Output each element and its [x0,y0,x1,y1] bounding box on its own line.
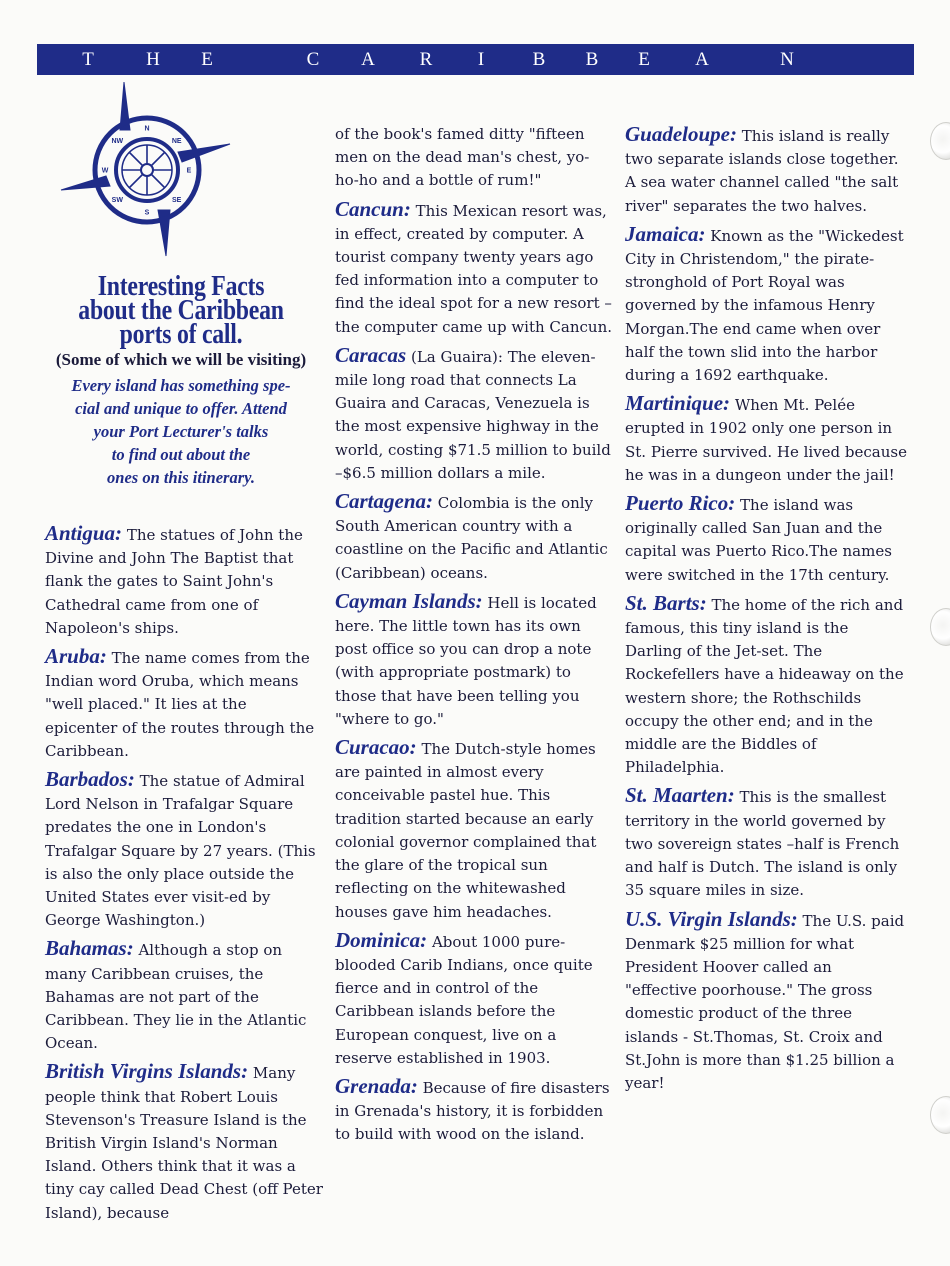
fact-text: Hell is located here. The little town has its own post office so you can drop a note (with appropriate postmark) to those that have been telling you "where to go." [335,593,597,728]
compass-direction-label: N [144,125,150,133]
fact-entry [335,736,613,924]
intro-heading-line-2: about the Caribbean [78,294,284,326]
banner-letter: B [532,49,546,70]
fact-title: Aruba: [45,644,107,669]
compass-direction-label: E [186,167,192,175]
fact-entry [625,908,907,1096]
fact-text: Because of fire disasters in Grenada's history, it is forbidden to build with wood on the island. [335,1078,610,1144]
binder-hole [930,122,950,160]
fact-text: The island was originally called San Juan and the capital was Puerto Rico.The names were switched in the 17th century. [625,496,892,584]
fact-text: The name comes from the Indian word Oruba, which means "well placed." It lies at the epicenter of the routes through the Caribbean. [45,649,315,760]
fact-entry [335,198,613,339]
intro-body-line: your Port Lecturer's talks [93,422,269,441]
fact-entry [335,123,613,193]
binder-hole [930,1096,950,1134]
compass-direction-label: NW [111,137,124,145]
compass-direction-label: SE [172,197,182,205]
fact-entry [625,592,907,780]
fact-entry [45,522,323,640]
fact-title: Curacao: [335,735,417,760]
fact-entry [335,590,613,731]
banner-letter: B [585,49,599,70]
banner-letter: H [146,49,160,70]
fact-text: When Mt. Pelée erupted in 1902 only one person in St. Pierre survived. He lived because he was in a dungeon under the jail! [625,396,907,484]
banner-letter: E [638,49,650,70]
fact-text: The U.S. paid Denmark $25 million for what President Hoover called an "effective poorhouse." The gross domestic product of the three islands - St.Thomas, St. Croix and St.John is more than $1.25 billion a year! [625,911,905,1092]
banner-letter: N [780,49,794,70]
fact-entry [625,492,907,587]
fact-title: Cancun: [335,196,411,221]
banner-letter: T [82,49,94,70]
intro-body-line: to find out about the [111,445,251,464]
banner-letter: A [695,49,709,70]
banner-letter: I [477,49,485,70]
fact-text: Known as the "Wickedest City in Christendom," the pirate-stronghold of Port Royal was governed by the infamous Henry Morgan.The end came when over half the town slid into the harbor during a 1692 earthquake. [625,226,904,385]
fact-entry [45,768,323,932]
fact-text: Many people think that Robert Louis Stevenson's Treasure Island is the British Virgin Island's Norman Island. Others think that it was a tiny cay called Dead Chest (off Peter Island), because [45,1064,323,1222]
fact-title: Dominica: [335,927,428,952]
fact-title: Caracas [335,342,407,367]
banner-letter: R [419,49,433,70]
fact-title: Cartagena: [335,489,434,514]
fact-entry [45,937,323,1055]
banner-letter: E [201,49,213,70]
fact-title: Barbados: [45,767,135,792]
intro-body-line: cial and unique to offer. Attend [75,399,287,418]
fact-entry [45,1060,323,1224]
fact-entry [625,392,907,487]
fact-text: of the book's famed ditty "fifteen men on the dead man's chest, yo-ho-ho and a bottle of rum!" [335,125,590,190]
column-right [625,123,907,1100]
fact-text: Colombia is the only South American country with a coastline on the Pacific and Atlantic (Caribbean) oceans. [335,494,608,582]
compass-rose-icon [58,80,233,258]
fact-title: St. Barts: [625,590,707,615]
banner-letter: A [361,49,375,70]
fact-entry [45,645,323,763]
fact-entry [625,784,907,902]
fact-entry [335,929,613,1070]
fact-text: The home of the rich and famous, this tiny island is the Darling of the Jet-set. The Rockefellers have a hideaway on the western shore; the Rothschilds occupy the other end; and in the middle are the Biddles of Philadelphia. [625,595,904,777]
fact-entry [335,344,613,485]
fact-text: This Mexican resort was, in effect, created by computer. A tourist company twenty years ago fed information into a computer to find the ideal spot for a new resort –the computer came up with Cancun. [335,201,613,336]
compass-direction-label: S [144,209,150,217]
fact-title: Bahamas: [45,936,134,961]
fact-title: Grenada: [335,1073,418,1098]
fact-text: The eleven-mile long road that connects La Guaira and Caracas, Venezuela is the most expensive highway in the world, costing $71.5 million to build –$6.5 million dollars a mile. [335,347,611,482]
fact-text: Although a stop on many Caribbean cruises, the Bahamas are not part of the Caribbean. They lie in the Atlantic Ocean. [45,941,307,1053]
fact-title: British Virgins Islands: [45,1059,249,1084]
fact-text: This is the smallest territory in the world governed by two sovereign states –half is French and half is Dutch. The island is only 35 square miles in size. [625,788,900,900]
fact-entry [625,223,907,387]
fact-title: Guadeloupe: [625,122,737,146]
fact-text: About 1000 pure-blooded Carib Indians, once quite fierce and in control of the Caribbean islands before the European conquest, live on a reserve established in 1903. [335,932,593,1067]
fact-title: St. Maarten: [625,783,735,808]
fact-text: The Dutch-style homes are painted in almost every conceivable pastel hue. This tradition started because an early colonial governor complained that the glare of the tropical sun reflecting on the whitewashed houses gave him headaches. [335,740,597,921]
fact-entry [335,490,613,585]
fact-text: The statues of John the Divine and John The Baptist that flank the gates to Saint John's Cathedral came from one of Napoleon's ships. [45,526,303,637]
intro-subheading: (Some of which we will be visiting) [55,350,307,369]
binder-hole [930,608,950,646]
banner-letter: C [306,49,320,70]
intro-body-line: ones on this itinerary. [107,468,255,487]
fact-title: Jamaica: [625,221,706,246]
intro-heading-line-1: Interesting Facts [97,270,265,302]
fact-text: The statue of Admiral Lord Nelson in Trafalgar Square predates the one in London's Trafalgar Square by 27 years. (This is also the only place outside the United States ever visit-ed by George Washington.) [45,772,316,930]
compass-direction-label: W [101,167,109,175]
intro-body [36,374,326,489]
intro-heading-line-3: ports of call. [119,318,243,350]
fact-entry [625,123,907,218]
fact-title: Cayman Islands: [335,588,483,613]
fact-title: Martinique: [625,391,731,416]
intro-body-line: Every island has something spe- [71,376,291,395]
fact-entry [335,1075,613,1147]
fact-title: Antigua: [45,521,123,545]
fact-subtitle: (La Guaira): [410,347,503,366]
fact-text: This island is really two separate islands close together. A sea water channel called "the salt river" separates the two halves. [625,127,899,215]
fact-title: Puerto Rico: [625,491,736,516]
fact-title: U.S. Virgin Islands: [625,906,798,931]
page-banner [37,44,914,75]
column-left [45,522,323,1230]
compass-direction-label: SW [111,197,123,205]
column-middle [335,123,613,1152]
compass-direction-label: NE [171,137,182,145]
